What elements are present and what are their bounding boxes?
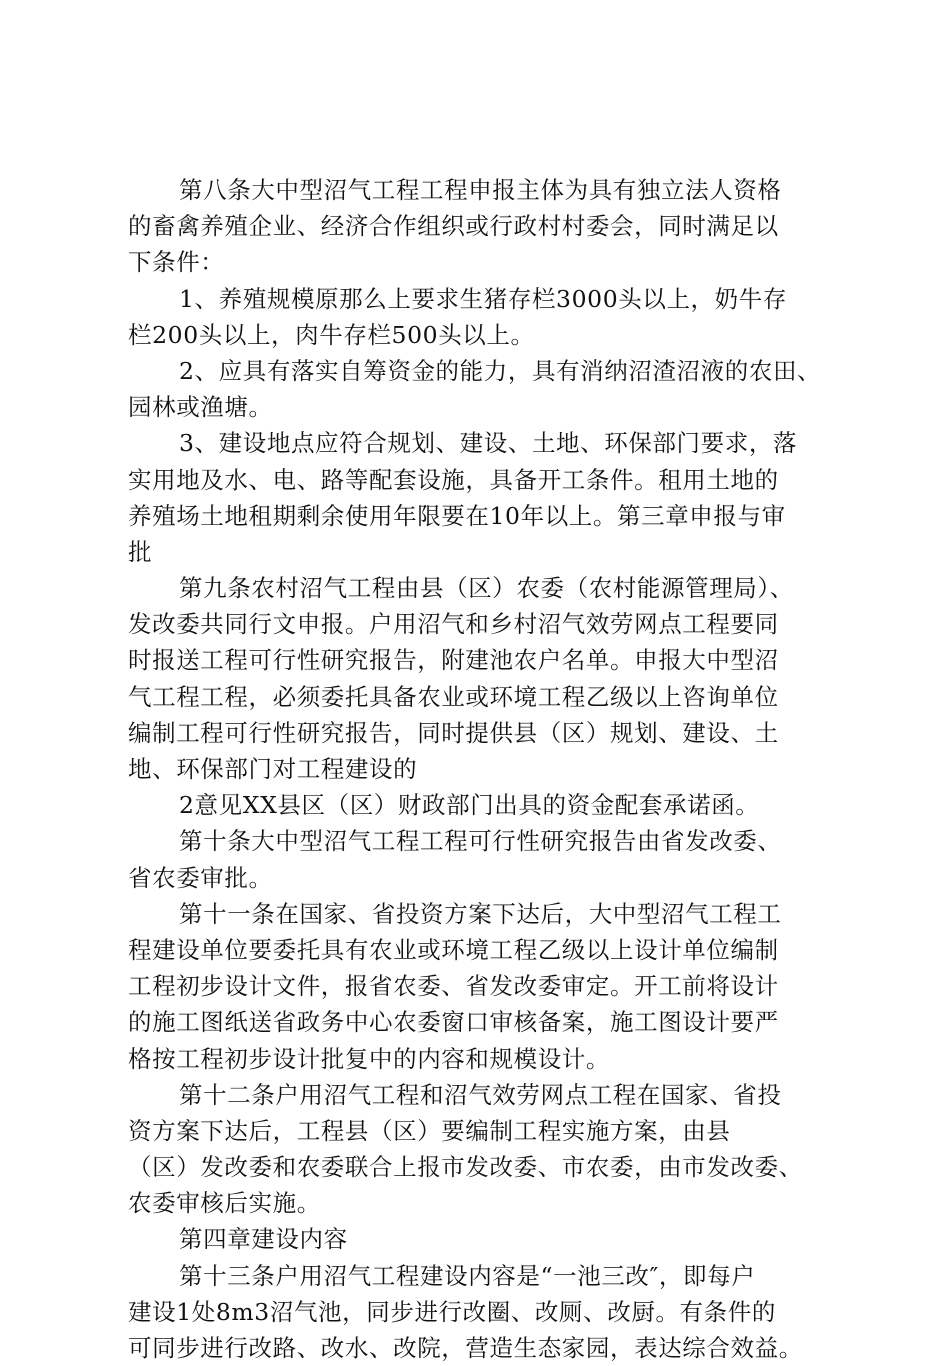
- text-line: 建设1处8m3沼气池，同步进行改圈、改厕、改厨。有条件的: [128, 1297, 776, 1326]
- text-line: 下条件：: [128, 248, 225, 277]
- text-line: 格按工程初步设计批复中的内容和规模设计。: [128, 1044, 610, 1073]
- text-line: 的施工图纸送省政务中心农委窗口审核备案，施工图设计要严: [128, 1008, 779, 1037]
- text-line: 第十条大中型沼气工程工程可行性研究报告由省发改委、: [179, 827, 782, 856]
- text-line: 地、环保部门对工程建设的: [128, 755, 418, 783]
- text-line: 3、建设地点应符合规划、建设、土地、环保部门要求，落: [179, 429, 798, 458]
- text-line: 省农委审批。: [128, 863, 273, 892]
- text-line: 第九条农村沼气工程由县（区）农委（农村能源管理局）、: [179, 574, 794, 603]
- text-line: 第八条大中型沼气工程工程申报主体为具有独立法人资格: [179, 176, 782, 204]
- text-line: 栏200头以上，肉牛存栏500头以上。: [128, 320, 535, 349]
- text-line: 第十三条户用沼气工程建设内容是“一池三改″，即每户: [179, 1261, 756, 1290]
- text-line: 园林或渔塘。: [128, 393, 273, 422]
- text-line: 发改委共同行文申报。户用沼气和乡村沼气效劳网点工程要同: [128, 610, 779, 639]
- text-line: 1、养殖规模原那么上要求生猪存栏3000头以上，奶牛存: [179, 284, 787, 313]
- text-line: 2意见XX县区（区）财政部门出具的资金配套承诺函。: [179, 791, 760, 820]
- chapter-heading: 第四章建设内容: [179, 1225, 348, 1254]
- text-line: 资方案下达后，工程县（区）要编制工程实施方案，由县: [128, 1116, 731, 1145]
- text-line: 农委审核后实施。: [128, 1189, 321, 1218]
- text-line: 2、应具有落实自筹资金的能力，具有消纳沼渣沼液的农田、: [179, 356, 822, 385]
- text-line: 养殖场土地租期剩余使用年限要在10年以上。第三章申报与审: [128, 501, 786, 530]
- text-line: 工程初步设计文件，报省农委、省发改委审定。开工前将设计: [128, 972, 779, 1001]
- text-line: 的畜禽养殖企业、经济合作组织或行政村村委会，同时满足以: [128, 212, 779, 241]
- text-line: 实用地及水、电、路等配套设施，具备开工条件。租用土地的: [128, 465, 779, 494]
- text-line: 时报送工程可行性研究报告，附建池农户名单。申报大中型沼: [128, 646, 779, 675]
- text-line: 可同步进行改路、改水、改院，营造生态家园，表达综合效益。: [128, 1334, 803, 1362]
- text-line: 第十一条在国家、省投资方案下达后，大中型沼气工程工: [179, 899, 782, 928]
- text-line: 第十二条户用沼气工程和沼气效劳网点工程在国家、省投: [179, 1080, 782, 1109]
- text-line: 程建设单位要委托具有农业或环境工程乙级以上设计单位编制: [128, 935, 779, 964]
- text-line: 气工程工程，必须委托具备农业或环境工程乙级以上咨询单位: [128, 682, 779, 711]
- text-line: 批: [128, 537, 153, 566]
- text-line: （区）发改委和农委联合上报市发改委、市农委，由市发改委、: [128, 1153, 803, 1182]
- document-body: [128, 172, 840, 1366]
- text-line: 编制工程可行性研究报告，同时提供县（区）规划、建设、土: [128, 718, 779, 747]
